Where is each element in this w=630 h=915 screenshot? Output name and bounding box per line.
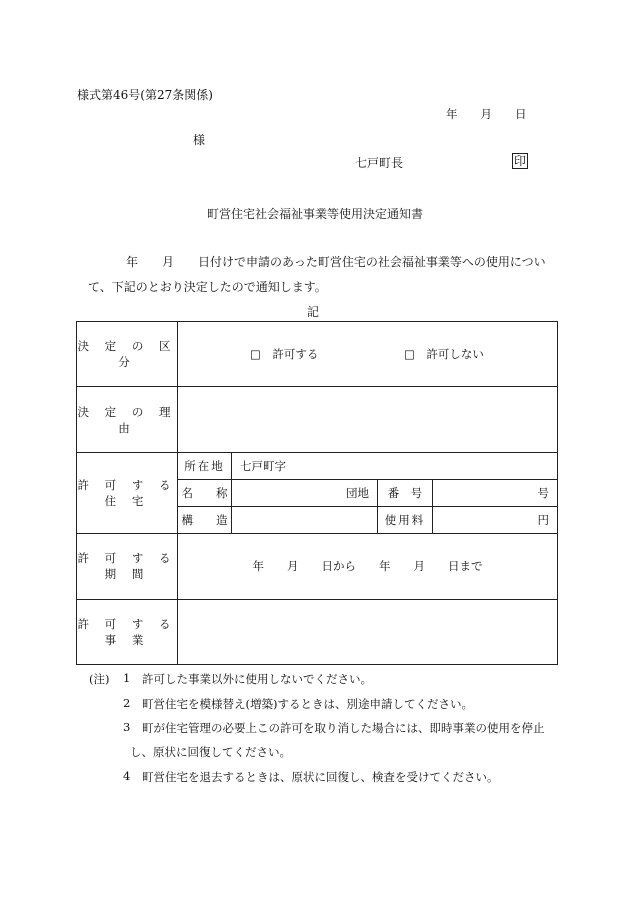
reason-label: 決 定 の 理 由 bbox=[77, 387, 178, 452]
period-label: 許 可 す る 期 間 bbox=[77, 534, 178, 599]
note-4-text: 町営住宅を退去するときは、原状に回復し、検査を受けてください。 bbox=[142, 770, 499, 784]
body-line-2: て、下記のとおり決定したので通知します。 bbox=[88, 280, 327, 294]
fee-value[interactable]: 円 bbox=[433, 507, 558, 534]
notes-marker: (注) bbox=[89, 672, 110, 686]
location-label: 所在地 bbox=[178, 452, 232, 479]
decision-options bbox=[178, 322, 558, 387]
note-3-number: 3 bbox=[123, 720, 131, 734]
structure-label: 構 造 bbox=[178, 507, 232, 534]
housing-label: 許 可 す る 住 宅 bbox=[77, 452, 178, 533]
fee-label: 使用料 bbox=[378, 507, 433, 534]
form-number: 様式第46号(第27条関係) bbox=[77, 88, 213, 102]
seal-mark bbox=[512, 153, 528, 169]
note-1-number: 1 bbox=[123, 671, 131, 685]
location-value[interactable]: 七戸町字 bbox=[232, 452, 558, 479]
note-3-text: 町が住宅管理の必要上この許可を取り消した場合には、即時事業の使用を停止 bbox=[142, 721, 545, 735]
name-label: 名 称 bbox=[178, 479, 232, 506]
issuer-name: 七戸町長 bbox=[355, 156, 404, 170]
period-value[interactable]: 年 月 日から 年 月 日まで bbox=[178, 534, 558, 599]
decision-table bbox=[76, 321, 558, 665]
body-line-1: 年 月 日付けで申請のあった町営住宅の社会福祉事業等への使用につい bbox=[126, 255, 546, 269]
note-3-continuation: し、原状に回復してください。 bbox=[130, 745, 291, 759]
business-label: 許 可 す る 事 業 bbox=[77, 599, 178, 664]
addressee-suffix: 様 bbox=[193, 133, 206, 147]
document-title: 町営住宅社会福祉事業等使用決定通知書 bbox=[207, 207, 424, 221]
option-permit[interactable]: □ 許可する bbox=[250, 347, 319, 362]
decision-type-label: 決 定 の 区 分 bbox=[77, 322, 178, 387]
option-deny[interactable]: □ 許可しない bbox=[404, 347, 484, 362]
number-value[interactable]: 号 bbox=[433, 479, 558, 506]
number-label: 番 号 bbox=[378, 479, 433, 506]
note-1-text: 許可した事業以外に使用しないでください。 bbox=[142, 672, 372, 686]
structure-value[interactable] bbox=[232, 507, 378, 534]
ki-heading: 記 bbox=[307, 305, 320, 319]
reason-field[interactable] bbox=[178, 387, 558, 452]
note-2-number: 2 bbox=[123, 696, 131, 710]
seal-text: 印 bbox=[514, 154, 527, 168]
note-2-text: 町営住宅を模様替え(増築)するときは、別途申請してください。 bbox=[142, 697, 473, 711]
note-4-number: 4 bbox=[123, 769, 131, 783]
date-line: 年 月 日 bbox=[446, 107, 527, 121]
name-danchi[interactable]: 団地 bbox=[232, 479, 378, 506]
business-field[interactable] bbox=[178, 599, 558, 664]
